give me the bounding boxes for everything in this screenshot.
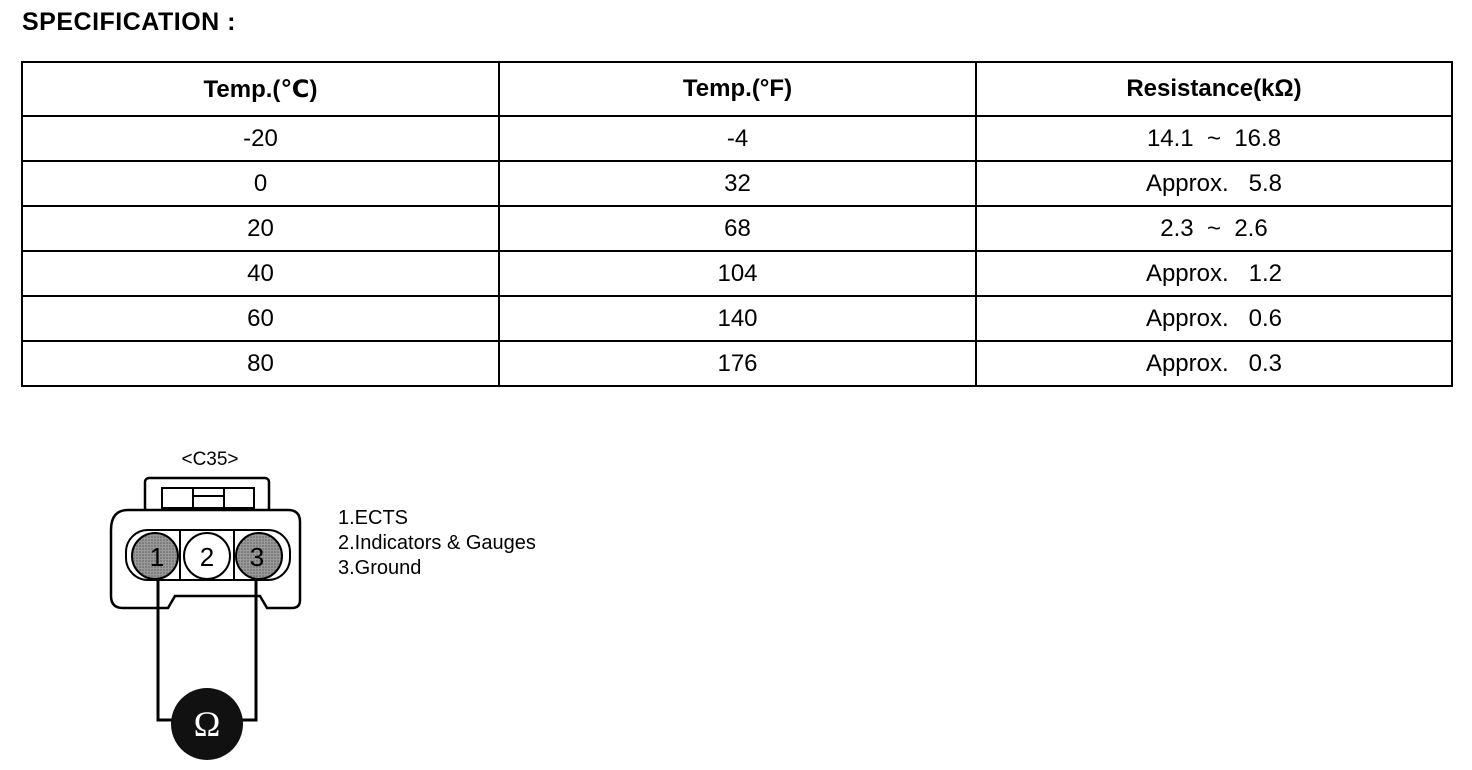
cell-temp-f: 68 bbox=[499, 206, 976, 251]
legend-item: 1.ECTS bbox=[338, 507, 409, 529]
cell-temp-f: 176 bbox=[499, 341, 976, 386]
cell-resistance: Approx. 1.2 bbox=[976, 251, 1452, 296]
pin-legend bbox=[338, 506, 536, 581]
table-row bbox=[22, 251, 1452, 296]
header-resistance: Resistance(kΩ) bbox=[976, 62, 1452, 116]
cell-temp-c: 60 bbox=[22, 296, 499, 341]
ohm-symbol: Ω bbox=[193, 704, 221, 744]
connector-diagram bbox=[100, 440, 310, 765]
table-header-row bbox=[22, 62, 1452, 116]
pin-1-label: 1 bbox=[149, 542, 165, 572]
table-row bbox=[22, 161, 1452, 206]
cell-temp-c: 40 bbox=[22, 251, 499, 296]
table-row bbox=[22, 341, 1452, 386]
pin-2-label: 2 bbox=[199, 542, 215, 572]
specification-heading: SPECIFICATION : bbox=[22, 8, 236, 36]
table-row bbox=[22, 116, 1452, 161]
header-temp-c: Temp.(℃) bbox=[22, 62, 499, 116]
table-row bbox=[22, 296, 1452, 341]
connector-label: <C35> bbox=[181, 449, 239, 470]
pin-3-label: 3 bbox=[249, 542, 265, 572]
resistance-spec-table bbox=[21, 61, 1453, 387]
cell-resistance: 14.1 ~ 16.8 bbox=[976, 116, 1452, 161]
cell-resistance: Approx. 0.3 bbox=[976, 341, 1452, 386]
cell-temp-f: -4 bbox=[499, 116, 976, 161]
cell-temp-c: -20 bbox=[22, 116, 499, 161]
cell-temp-f: 140 bbox=[499, 296, 976, 341]
cell-resistance: Approx. 0.6 bbox=[976, 296, 1452, 341]
probe-wire-3 bbox=[229, 579, 256, 720]
cell-temp-c: 20 bbox=[22, 206, 499, 251]
cell-temp-c: 80 bbox=[22, 341, 499, 386]
cell-resistance: Approx. 5.8 bbox=[976, 161, 1452, 206]
cell-temp-c: 0 bbox=[22, 161, 499, 206]
cell-resistance: 2.3 ~ 2.6 bbox=[976, 206, 1452, 251]
legend-item: 3.Ground bbox=[338, 557, 422, 579]
header-temp-f: Temp.(°F) bbox=[499, 62, 976, 116]
legend-item: 2.Indicators & Gauges bbox=[338, 532, 536, 554]
table-row bbox=[22, 206, 1452, 251]
cell-temp-f: 32 bbox=[499, 161, 976, 206]
cell-temp-f: 104 bbox=[499, 251, 976, 296]
